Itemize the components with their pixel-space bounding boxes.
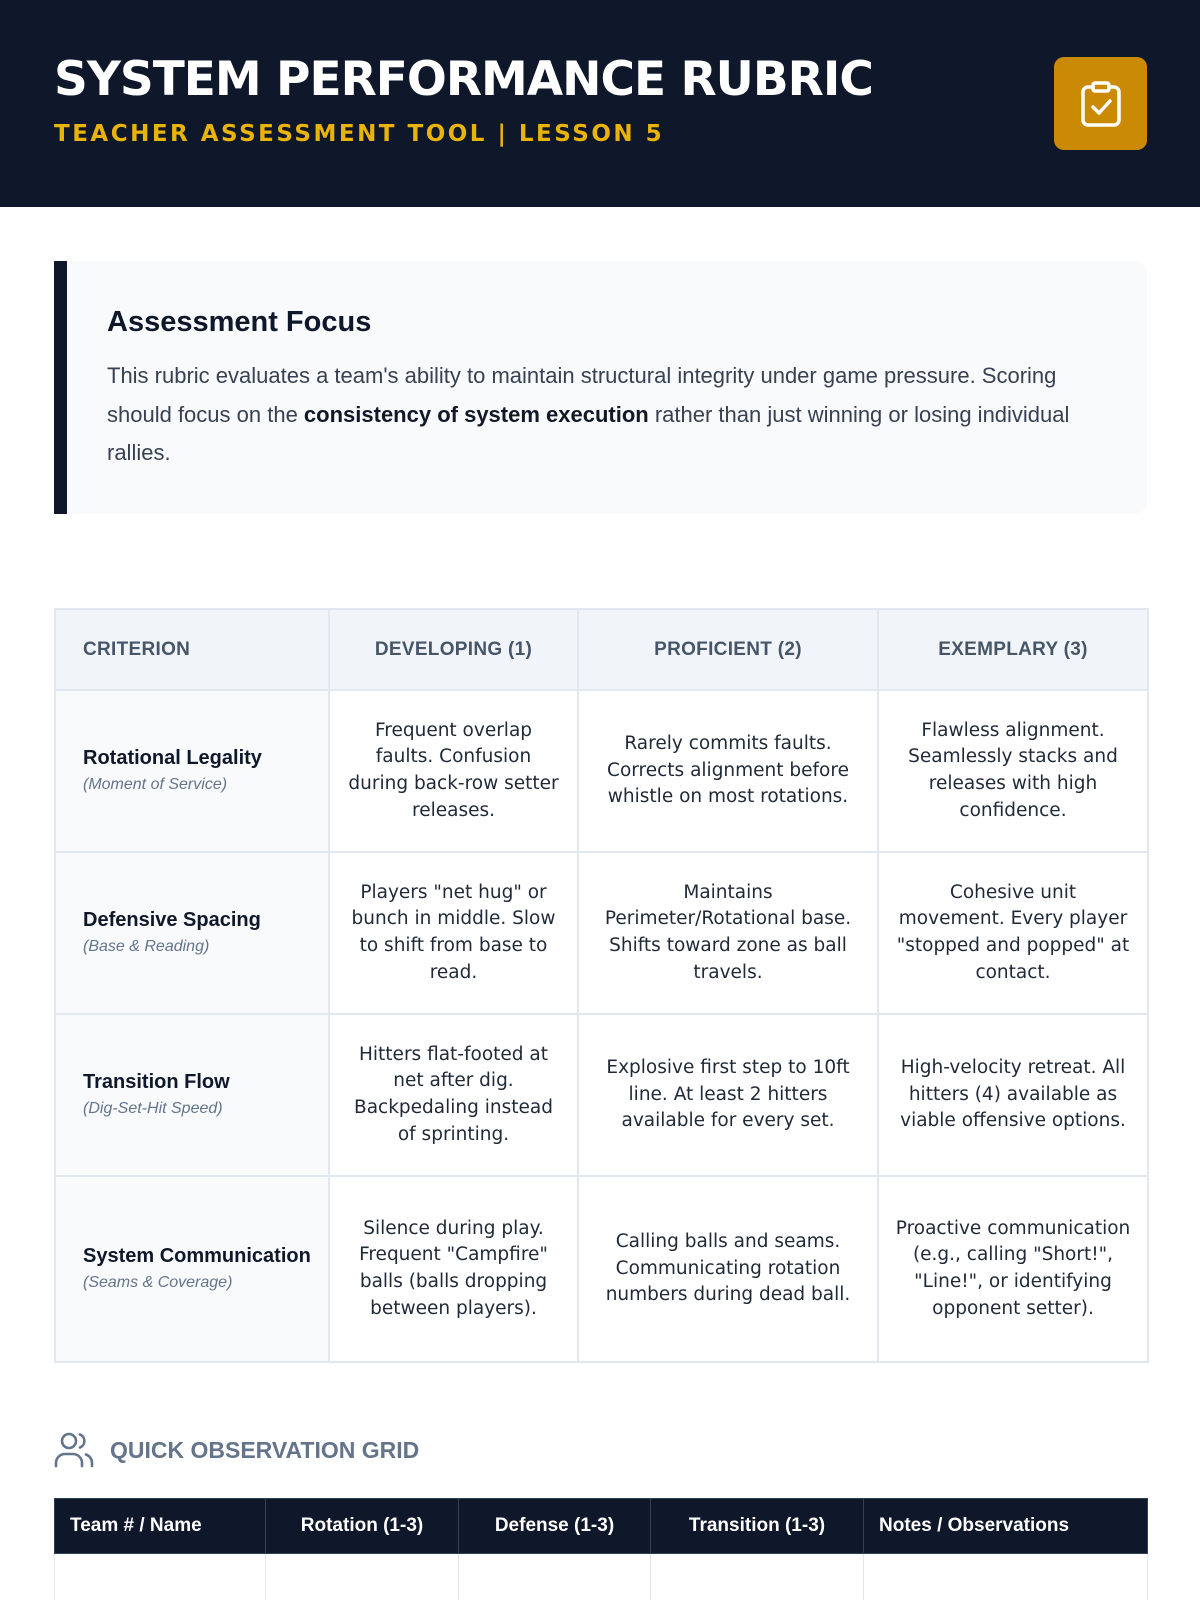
assessment-focus-box — [54, 261, 1147, 514]
assessment-focus-text — [107, 357, 1107, 473]
criterion-name: Transition Flow — [83, 1070, 230, 1093]
proficient-cell: Explosive first step to 10ft line. At least 2 hitters available for every set. — [578, 1014, 878, 1176]
criterion-cell — [55, 1176, 329, 1362]
exemplary-cell: High-velocity retreat. All hitters (4) available as viable offensive options. — [878, 1014, 1148, 1176]
page-title: SYSTEM PERFORMANCE RUBRIC — [54, 52, 873, 107]
observation-row — [55, 1554, 1148, 1600]
proficient-cell: Calling balls and seams. Communicating rotation numbers during dead ball. — [578, 1176, 878, 1362]
developing-cell: Hitters flat-footed at net after dig. Backpedaling instead of sprinting. — [329, 1014, 578, 1176]
observation-grid-table — [54, 1498, 1148, 1600]
page-subtitle: TEACHER ASSESSMENT TOOL | LESSON 5 — [54, 121, 665, 147]
proficient-cell: Rarely commits faults. Corrects alignment before whistle on most rotations. — [578, 690, 878, 852]
focus-text-emphasis: consistency of system execution — [303, 401, 649, 427]
observation-cell-rotation[interactable] — [266, 1554, 459, 1600]
criterion-cell — [55, 690, 329, 852]
observation-grid-heading — [54, 1430, 419, 1470]
rubric-row-rotational-legality — [55, 690, 1148, 852]
criterion-subtitle: (Dig-Set-Hit Speed) — [83, 1099, 223, 1117]
observation-header-row — [55, 1499, 1148, 1554]
exemplary-cell: Proactive communication (e.g., calling "Short!", "Line!", or identifying opponent setter). — [878, 1176, 1148, 1362]
rubric-header-developing: DEVELOPING (1) — [329, 609, 578, 690]
focus-text-end: rather than just winning or losing individual rallies. — [107, 401, 1070, 465]
page-header — [0, 0, 1200, 207]
rubric-header-criterion: CRITERION — [55, 609, 329, 690]
header-badge — [1054, 57, 1147, 150]
assessment-focus-title: Assessment Focus — [107, 306, 372, 338]
observation-cell-notes[interactable] — [864, 1554, 1148, 1600]
exemplary-cell: Flawless alignment. Seamlessly stacks and releases with high confidence. — [878, 690, 1148, 852]
criterion-subtitle: (Seams & Coverage) — [83, 1273, 233, 1291]
rubric-table — [54, 608, 1149, 1363]
observation-cell-transition[interactable] — [651, 1554, 864, 1600]
observation-header-rotation: Rotation (1-3) — [266, 1499, 459, 1554]
criterion-subtitle: (Moment of Service) — [83, 775, 228, 793]
observation-header-notes: Notes / Observations — [864, 1499, 1148, 1554]
developing-cell: Silence during play. Frequent "Campfire" balls (balls dropping between players). — [329, 1176, 578, 1362]
observation-cell-defense[interactable] — [459, 1554, 651, 1600]
clipboard-check-icon — [1079, 80, 1123, 128]
proficient-cell: Maintains Perimeter/Rotational base. Shifts toward zone as ball travels. — [578, 852, 878, 1014]
observation-header-transition: Transition (1-3) — [651, 1499, 864, 1554]
criterion-name: Defensive Spacing — [83, 908, 261, 931]
rubric-row-transition-flow — [55, 1014, 1148, 1176]
criterion-subtitle: (Base & Reading) — [83, 937, 210, 955]
observation-cell-team[interactable] — [55, 1554, 266, 1600]
focus-text-start: This rubric evaluates a team's ability to maintain structural integrity under game pressure. Scoring should focus on the — [107, 363, 1057, 427]
criterion-cell — [55, 1014, 329, 1176]
developing-cell: Frequent overlap faults. Confusion during back-row setter releases. — [329, 690, 578, 852]
users-icon — [54, 1431, 94, 1469]
exemplary-cell: Cohesive unit movement. Every player "stopped and popped" at contact. — [878, 852, 1148, 1014]
criterion-name: System Communication — [83, 1244, 311, 1267]
rubric-header-row — [55, 609, 1148, 690]
rubric-row-system-communication — [55, 1176, 1148, 1362]
rubric-row-defensive-spacing — [55, 852, 1148, 1014]
rubric-header-exemplary: EXEMPLARY (3) — [878, 609, 1148, 690]
rubric-header-proficient: PROFICIENT (2) — [578, 609, 878, 690]
observation-grid-title: QUICK OBSERVATION GRID — [110, 1436, 420, 1463]
developing-cell: Players "net hug" or bunch in middle. Slow to shift from base to read. — [329, 852, 578, 1014]
observation-header-team: Team # / Name — [55, 1499, 266, 1554]
criterion-name: Rotational Legality — [83, 746, 262, 769]
criterion-cell — [55, 852, 329, 1014]
observation-header-defense: Defense (1-3) — [459, 1499, 651, 1554]
